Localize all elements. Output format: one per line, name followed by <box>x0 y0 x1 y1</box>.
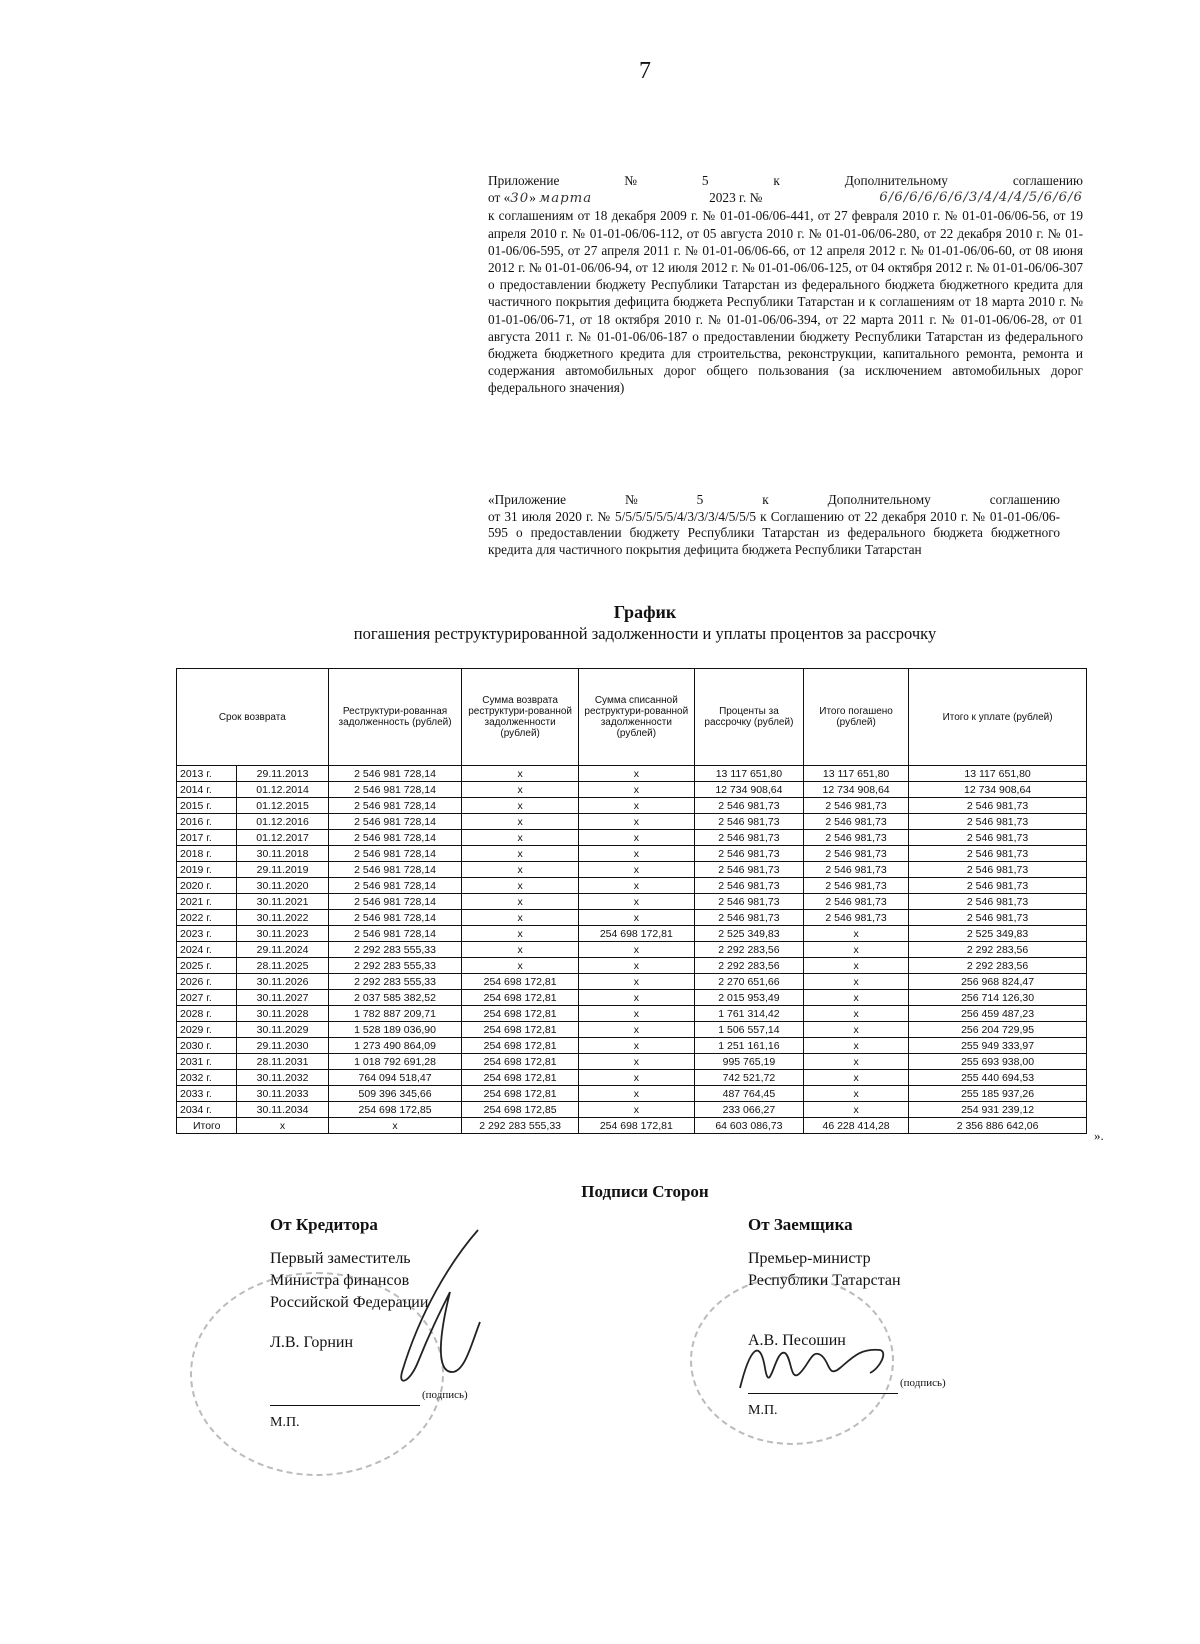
total-row <box>177 1118 1087 1134</box>
debtor-handwritten-signature <box>730 1328 900 1408</box>
year-cell: 2025 г. <box>177 958 237 974</box>
date-cell: 28.11.2025 <box>237 958 328 974</box>
debtor-position-line: Республики Татарстан <box>748 1272 901 1289</box>
repayment-cell: 254 698 172,85 <box>462 1102 578 1118</box>
total-due-cell: 2 546 981,73 <box>909 814 1087 830</box>
total-due-cell: 2 546 981,73 <box>909 846 1087 862</box>
written-off-cell: x <box>578 830 694 846</box>
interest-cell: 2 270 651,66 <box>694 974 803 990</box>
year-cell: 2019 г. <box>177 862 237 878</box>
written-off-cell: x <box>578 942 694 958</box>
interest-cell: 2 015 953,49 <box>694 990 803 1006</box>
repayment-cell: 254 698 172,81 <box>462 1070 578 1086</box>
schedule-subtitle: погашения реструктурированной задолженности и уплаты процентов за рассрочку <box>353 624 937 643</box>
total-repaid-cell: x <box>803 1006 908 1022</box>
quote-word: Дополнительному <box>827 492 931 507</box>
total-cell: 2 356 886 642,06 <box>909 1118 1087 1134</box>
date-cell: 30.11.2018 <box>237 846 328 862</box>
date-cell: 29.11.2030 <box>237 1038 328 1054</box>
repayment-cell: 254 698 172,81 <box>462 990 578 1006</box>
repayment-cell: x <box>462 958 578 974</box>
total-cell: 254 698 172,81 <box>578 1118 694 1134</box>
written-off-cell: x <box>578 1086 694 1102</box>
restructured-debt-cell: 1 528 189 036,90 <box>328 1022 462 1038</box>
creditor-position-line: Министра финансов <box>270 1272 410 1289</box>
date-cell: 30.11.2021 <box>237 894 328 910</box>
total-repaid-cell: 2 546 981,73 <box>803 862 908 878</box>
quote-word: 5 <box>696 492 704 507</box>
total-due-cell: 2 546 981,73 <box>909 798 1087 814</box>
total-repaid-cell: 2 546 981,73 <box>803 846 908 862</box>
total-due-cell: 2 292 283,56 <box>909 942 1087 958</box>
interest-cell: 1 251 161,16 <box>694 1038 803 1054</box>
table-row <box>177 990 1087 1006</box>
written-off-cell: x <box>578 894 694 910</box>
total-repaid-cell: 2 546 981,73 <box>803 910 908 926</box>
quote-title-line <box>488 492 1060 509</box>
restructured-debt-cell: 2 546 981 728,14 <box>328 782 462 798</box>
repayment-cell: x <box>462 798 578 814</box>
repayment-cell: x <box>462 830 578 846</box>
header-cell: Сумма возврата реструктури-рованной задолженности (рублей) <box>462 669 578 766</box>
table-row <box>177 894 1087 910</box>
repayment-cell: 254 698 172,81 <box>462 1006 578 1022</box>
annex-word: Дополнительному <box>844 173 948 188</box>
interest-cell: 2 546 981,73 <box>694 798 803 814</box>
annex-header-title-line <box>488 172 1083 189</box>
creditor-stamp-label: М.П. <box>270 1415 300 1430</box>
restructured-debt-cell: 1 018 792 691,28 <box>328 1054 462 1070</box>
date-cell: 30.11.2029 <box>237 1022 328 1038</box>
repayment-cell: 254 698 172,81 <box>462 1054 578 1070</box>
repayment-cell: 254 698 172,81 <box>462 1022 578 1038</box>
creditor-name: Л.В. Горнин <box>270 1334 354 1351</box>
total-cell: 46 228 414,28 <box>803 1118 908 1134</box>
total-repaid-cell: 12 734 908,64 <box>803 782 908 798</box>
written-off-cell: x <box>578 990 694 1006</box>
year-cell: 2023 г. <box>177 926 237 942</box>
table-row <box>177 910 1087 926</box>
year-cell: 2020 г. <box>177 878 237 894</box>
total-repaid-cell: 2 546 981,73 <box>803 878 908 894</box>
total-repaid-cell: x <box>803 1102 908 1118</box>
written-off-cell: x <box>578 1070 694 1086</box>
year-cell: 2028 г. <box>177 1006 237 1022</box>
repayment-cell: x <box>462 766 578 782</box>
total-due-cell: 13 117 651,80 <box>909 766 1087 782</box>
signatures-title: Подписи Сторон <box>581 1182 709 1201</box>
interest-cell: 2 546 981,73 <box>694 846 803 862</box>
restructured-debt-cell: 2 546 981 728,14 <box>328 878 462 894</box>
interest-cell: 1 761 314,42 <box>694 1006 803 1022</box>
annex-header-date-line <box>488 189 1083 207</box>
repayment-cell: 254 698 172,81 <box>462 1038 578 1054</box>
total-repaid-cell: x <box>803 958 908 974</box>
schedule-table <box>176 668 1087 1134</box>
creditor-position-line: Российской Федерации <box>270 1294 429 1311</box>
year-cell: 2033 г. <box>177 1086 237 1102</box>
year-cell: 2013 г. <box>177 766 237 782</box>
annex-word: № <box>624 173 637 188</box>
date-cell: 01.12.2015 <box>237 798 328 814</box>
date-cell: 29.11.2024 <box>237 942 328 958</box>
total-repaid-cell: 2 546 981,73 <box>803 814 908 830</box>
restructured-debt-cell: 764 094 518,47 <box>328 1070 462 1086</box>
total-cell: x <box>328 1118 462 1134</box>
interest-cell: 1 506 557,14 <box>694 1022 803 1038</box>
header-cell: Итого погашено (рублей) <box>803 669 908 766</box>
total-repaid-cell: x <box>803 990 908 1006</box>
interest-cell: 2 546 981,73 <box>694 894 803 910</box>
quote-word: «Приложение <box>488 492 567 507</box>
total-due-cell: 254 931 239,12 <box>909 1102 1087 1118</box>
interest-cell: 2 546 981,73 <box>694 830 803 846</box>
quote-word: соглашению <box>989 492 1060 507</box>
written-off-cell: x <box>578 766 694 782</box>
header-cell: Реструктури-рованная задолженность (рублей) <box>328 669 462 766</box>
table-row <box>177 942 1087 958</box>
restructured-debt-cell: 2 546 981 728,14 <box>328 830 462 846</box>
date-cell: 30.11.2027 <box>237 990 328 1006</box>
debtor-position-line: Премьер-министр <box>748 1250 871 1267</box>
year-cell: 2026 г. <box>177 974 237 990</box>
creditor-heading: От Кредитора <box>270 1215 378 1234</box>
year-cell: 2021 г. <box>177 894 237 910</box>
debtor-heading: От Заемщика <box>748 1215 853 1234</box>
total-due-cell: 2 546 981,73 <box>909 862 1087 878</box>
repayment-cell: x <box>462 926 578 942</box>
total-due-cell: 2 546 981,73 <box>909 910 1087 926</box>
repayment-cell: x <box>462 878 578 894</box>
restructured-debt-cell: 1 273 490 864,09 <box>328 1038 462 1054</box>
interest-cell: 487 764,45 <box>694 1086 803 1102</box>
year-cell: 2018 г. <box>177 846 237 862</box>
header-cell: Проценты за рассрочку (рублей) <box>694 669 803 766</box>
year-cell: 2016 г. <box>177 814 237 830</box>
quote-word: № <box>624 492 638 507</box>
creditor-handwritten-signature <box>380 1222 500 1412</box>
quote-body: от 31 июля 2020 г. № 5/5/5/5/5/5/4/3/3/3/4/5/5/5 к Соглашению от 22 декабря 2010 г. № 01-01-06/06-595 о предоставлении бюджету Республики Татарстан из федерального бюджета бюджетного кредита для частичного покрытия дефицита бюджета Республики Татарстан <box>488 508 1060 557</box>
table-row <box>177 862 1087 878</box>
repayment-cell: x <box>462 782 578 798</box>
table-row <box>177 958 1087 974</box>
written-off-cell: x <box>578 1054 694 1070</box>
total-repaid-cell: x <box>803 1070 908 1086</box>
total-due-cell: 255 440 694,53 <box>909 1070 1087 1086</box>
table-row <box>177 830 1087 846</box>
total-due-cell: 2 546 981,73 <box>909 894 1087 910</box>
date-cell: 30.11.2032 <box>237 1070 328 1086</box>
table-row <box>177 1006 1087 1022</box>
total-repaid-cell: 2 546 981,73 <box>803 798 908 814</box>
written-off-cell: x <box>578 1006 694 1022</box>
table-row <box>177 1038 1087 1054</box>
restructured-debt-cell: 2 546 981 728,14 <box>328 862 462 878</box>
written-off-cell: x <box>578 814 694 830</box>
repayment-cell: x <box>462 910 578 926</box>
annex-word: Приложение <box>488 173 560 188</box>
table-row <box>177 766 1087 782</box>
annex-date-year: 2023 г. № <box>709 190 763 206</box>
restructured-debt-cell: 2 546 981 728,14 <box>328 910 462 926</box>
total-due-cell: 12 734 908,64 <box>909 782 1087 798</box>
year-cell: 2022 г. <box>177 910 237 926</box>
written-off-cell: x <box>578 798 694 814</box>
annex-date-day: 30 <box>510 191 530 207</box>
date-cell: 30.11.2028 <box>237 1006 328 1022</box>
table-row <box>177 798 1087 814</box>
total-repaid-cell: x <box>803 1038 908 1054</box>
table-row <box>177 814 1087 830</box>
written-off-cell: x <box>578 846 694 862</box>
restructured-debt-cell: 1 782 887 209,71 <box>328 1006 462 1022</box>
date-cell: 29.11.2019 <box>237 862 328 878</box>
repayment-cell: 254 698 172,81 <box>462 1086 578 1102</box>
year-cell: 2017 г. <box>177 830 237 846</box>
annex-date-sep: » <box>529 190 536 206</box>
table-row <box>177 1054 1087 1070</box>
written-off-cell: x <box>578 958 694 974</box>
total-cell: Итого <box>177 1118 237 1134</box>
restructured-debt-cell: 2 546 981 728,14 <box>328 926 462 942</box>
total-cell: 64 603 086,73 <box>694 1118 803 1134</box>
annex-number: 6/6/6/6/6/6/3/4/4/4/5/6/6/6 <box>879 190 1083 206</box>
interest-cell: 233 066,27 <box>694 1102 803 1118</box>
written-off-cell: x <box>578 1022 694 1038</box>
total-due-cell: 2 525 349,83 <box>909 926 1087 942</box>
table-row <box>177 878 1087 894</box>
total-due-cell: 2 546 981,73 <box>909 830 1087 846</box>
total-repaid-cell: x <box>803 926 908 942</box>
interest-cell: 2 525 349,83 <box>694 926 803 942</box>
restructured-debt-cell: 2 546 981 728,14 <box>328 814 462 830</box>
table-row <box>177 1070 1087 1086</box>
year-cell: 2034 г. <box>177 1102 237 1118</box>
debtor-stamp-label: М.П. <box>748 1403 778 1418</box>
restructured-debt-cell: 254 698 172,85 <box>328 1102 462 1118</box>
schedule-title: График <box>613 602 677 622</box>
interest-cell: 2 292 283,56 <box>694 958 803 974</box>
interest-cell: 742 521,72 <box>694 1070 803 1086</box>
year-cell: 2032 г. <box>177 1070 237 1086</box>
header-cell: Итого к уплате (рублей) <box>909 669 1087 766</box>
interest-cell: 12 734 908,64 <box>694 782 803 798</box>
total-due-cell: 2 546 981,73 <box>909 878 1087 894</box>
annex-word: к <box>773 173 780 188</box>
header-cell: Срок возврата <box>177 669 329 766</box>
total-repaid-cell: x <box>803 942 908 958</box>
date-cell: 30.11.2020 <box>237 878 328 894</box>
date-cell: 01.12.2017 <box>237 830 328 846</box>
quote-word: к <box>762 492 769 507</box>
annex-header <box>488 172 1083 397</box>
restructured-debt-cell: 2 292 283 555,33 <box>328 942 462 958</box>
interest-cell: 995 765,19 <box>694 1054 803 1070</box>
restructured-debt-cell: 509 396 345,66 <box>328 1086 462 1102</box>
date-cell: 28.11.2031 <box>237 1054 328 1070</box>
creditor-position-line: Первый заместитель <box>270 1250 411 1267</box>
written-off-cell: x <box>578 974 694 990</box>
total-cell: x <box>237 1118 328 1134</box>
signature-caption: (подпись) <box>422 1389 468 1401</box>
year-cell: 2014 г. <box>177 782 237 798</box>
year-cell: 2015 г. <box>177 798 237 814</box>
table-row <box>177 1102 1087 1118</box>
year-cell: 2030 г. <box>177 1038 237 1054</box>
interest-cell: 2 292 283,56 <box>694 942 803 958</box>
schedule-header-row <box>177 669 1087 766</box>
annex-date-prefix: от « <box>488 190 511 206</box>
total-due-cell: 256 204 729,95 <box>909 1022 1087 1038</box>
date-cell: 29.11.2013 <box>237 766 328 782</box>
date-cell: 30.11.2034 <box>237 1102 328 1118</box>
total-due-cell: 255 185 937,26 <box>909 1086 1087 1102</box>
page-number: 7 <box>639 58 651 84</box>
written-off-cell: x <box>578 878 694 894</box>
year-cell: 2029 г. <box>177 1022 237 1038</box>
total-due-cell: 255 949 333,97 <box>909 1038 1087 1054</box>
annex-word: 5 <box>701 173 709 188</box>
written-off-cell: x <box>578 1102 694 1118</box>
interest-cell: 13 117 651,80 <box>694 766 803 782</box>
total-due-cell: 2 292 283,56 <box>909 958 1087 974</box>
restructured-debt-cell: 2 546 981 728,14 <box>328 846 462 862</box>
table-row <box>177 782 1087 798</box>
date-cell: 30.11.2023 <box>237 926 328 942</box>
restructured-debt-cell: 2 546 981 728,14 <box>328 894 462 910</box>
restructured-debt-cell: 2 037 585 382,52 <box>328 990 462 1006</box>
date-cell: 30.11.2033 <box>237 1086 328 1102</box>
annex-header-body: к соглашениям от 18 декабря 2009 г. № 01-01-06/06-441, от 27 февраля 2010 г. № 01-01-06/06-56, от 19 апреля 2010 г. № 01-01-06/06-112, от 05 августа 2010 г. № 01-01-06/06-280, от 22 декабря 2010 г. № 01-01-06/06-595, от 27 апреля 2011 г. № 01-01-06/06-66, от 12 апреля 2012 г. № 01-01-06/06-60, от 08 июня 2012 г. № 01-01-06/06-94, от 12 июля 2012 г. № 01-01-06/06-125, от 04 октября 2012 г. № 01-01-06/06-307 о предоставлении бюджету Республики Татарстан из федерального бюджета бюджетного кредита для частичного покрытия дефицита бюджета Республики Татарстан и к соглашениям от 18 марта 2010 г. № 01-01-06/06-71, от 18 октября 2010 г. № 01-01-06/06-394, от 22 марта 2011 г. № 01-01-06/06-28, от 01 августа 2011 г. № 01-01-06/06-187 о предоставлении бюджету Республики Татарстан из федерального бюджета бюджетного кредита для строительства, реконструкции, капитального ремонта, ремонта и содержания автомобильных дорог общего пользования (за исключением автомобильных дорог федерального значения) <box>488 208 1083 396</box>
interest-cell: 2 546 981,73 <box>694 910 803 926</box>
annex-word: соглашению <box>1012 173 1083 188</box>
total-due-cell: 256 459 487,23 <box>909 1006 1087 1022</box>
schedule-body <box>177 766 1087 1134</box>
total-repaid-cell: x <box>803 1022 908 1038</box>
repayment-cell: x <box>462 846 578 862</box>
written-off-cell: 254 698 172,81 <box>578 926 694 942</box>
signature-caption: (подпись) <box>900 1377 946 1389</box>
date-cell: 01.12.2014 <box>237 782 328 798</box>
restructured-debt-cell: 2 292 283 555,33 <box>328 958 462 974</box>
total-cell: 2 292 283 555,33 <box>462 1118 578 1134</box>
repayment-cell: 254 698 172,81 <box>462 974 578 990</box>
quote-block <box>488 492 1060 558</box>
total-repaid-cell: 13 117 651,80 <box>803 766 908 782</box>
debtor-name: А.В. Песошин <box>748 1332 846 1349</box>
total-due-cell: 255 693 938,00 <box>909 1054 1087 1070</box>
written-off-cell: x <box>578 910 694 926</box>
repayment-cell: x <box>462 894 578 910</box>
date-cell: 30.11.2022 <box>237 910 328 926</box>
total-repaid-cell: x <box>803 1054 908 1070</box>
restructured-debt-cell: 2 292 283 555,33 <box>328 974 462 990</box>
total-repaid-cell: x <box>803 974 908 990</box>
date-cell: 01.12.2016 <box>237 814 328 830</box>
written-off-cell: x <box>578 1038 694 1054</box>
total-repaid-cell: x <box>803 1086 908 1102</box>
closing-quote: ». <box>1094 1128 1104 1143</box>
interest-cell: 2 546 981,73 <box>694 862 803 878</box>
restructured-debt-cell: 2 546 981 728,14 <box>328 798 462 814</box>
table-row <box>177 846 1087 862</box>
table-row <box>177 1022 1087 1038</box>
total-repaid-cell: 2 546 981,73 <box>803 894 908 910</box>
date-cell: 30.11.2026 <box>237 974 328 990</box>
total-due-cell: 256 968 824,47 <box>909 974 1087 990</box>
interest-cell: 2 546 981,73 <box>694 878 803 894</box>
repayment-cell: x <box>462 862 578 878</box>
year-cell: 2027 г. <box>177 990 237 1006</box>
year-cell: 2024 г. <box>177 942 237 958</box>
table-row <box>177 1086 1087 1102</box>
table-row <box>177 926 1087 942</box>
restructured-debt-cell: 2 546 981 728,14 <box>328 766 462 782</box>
year-cell: 2031 г. <box>177 1054 237 1070</box>
written-off-cell: x <box>578 862 694 878</box>
total-due-cell: 256 714 126,30 <box>909 990 1087 1006</box>
repayment-cell: x <box>462 942 578 958</box>
total-repaid-cell: 2 546 981,73 <box>803 830 908 846</box>
header-cell: Сумма списанной реструктури-рованной задолженности (рублей) <box>578 669 694 766</box>
annex-date-month: марта <box>539 191 593 207</box>
repayment-cell: x <box>462 814 578 830</box>
written-off-cell: x <box>578 782 694 798</box>
table-row <box>177 974 1087 990</box>
interest-cell: 2 546 981,73 <box>694 814 803 830</box>
